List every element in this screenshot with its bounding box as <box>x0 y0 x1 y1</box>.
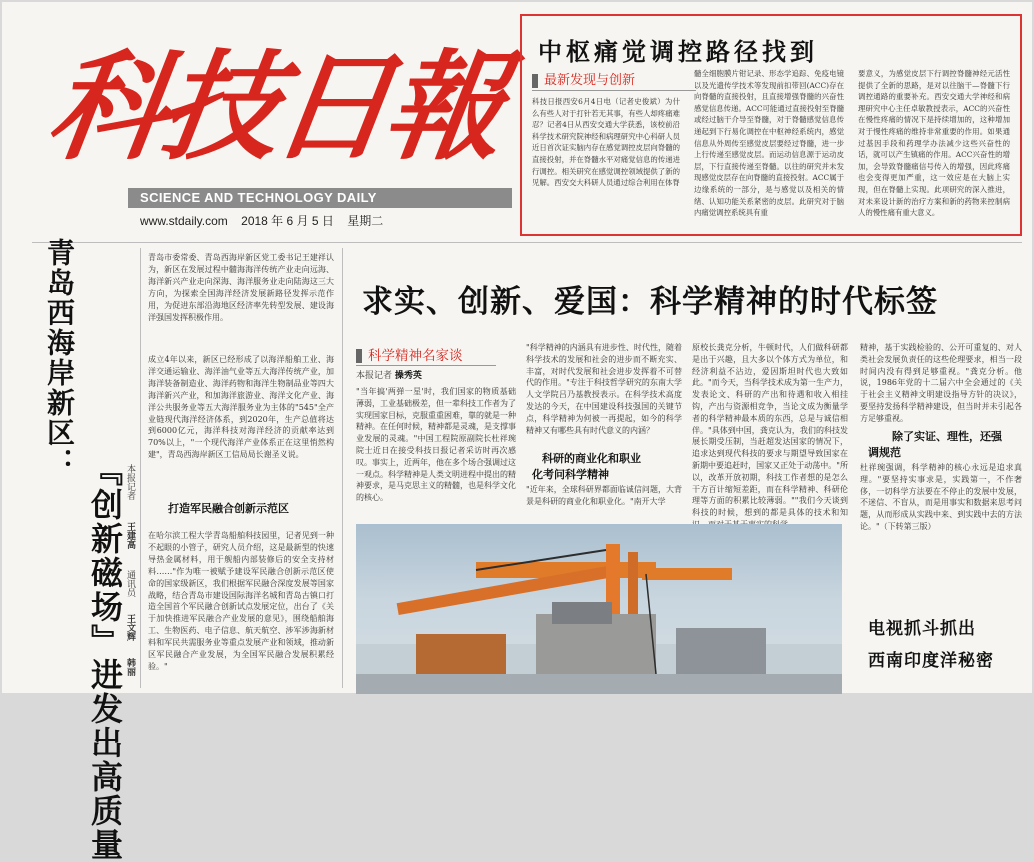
feature-col-3: 原校长龚克分析，牛顿时代，人们做科研都是出于兴趣，且大多以个体方式为单位，和经济利益不沾边，爱因斯坦时代也大致如此。"而今天，当科学技术成为第一生产力，发表论文、科研的产出和待遇和收入相挂钩，产出与资源相竞争，当论文成为衡量学者的科学精神最本质的东西，总是与诚信相伴。"具体到中国，龚克认为，我们的科技发展长期受压制，当赶超发达国家的情况下，追求达到现代科技的要求与期望导致国家在新期中要追赶时，国家又正处于动荡中。"所以，改革开放初期，科技工作者想的是怎么干方百计缩短差距，而在科学精神、科研伦理等方面的积累比较薄弱。""我们今天谈到科技的时候，想到的都是具体的技术和知 <box>692 343 848 518</box>
top-story-tag: 最新发现与创新 <box>532 72 696 91</box>
left-story-body-3: 在哈尔滨工程大学青岛船舶科技园里，记者见到一种不起眼的小管子，研究人员介绍，这是最新型的快速导热金属材料，用于舰船内部装修后的安全支持材料……"作为唯一被赋予建设军民融合创新示范区使命的国家级新区，我们根据军民融合深度发展等国家战略，结合青岛市建设国际海洋名城和青岛古镇口打造全国首个军民融合创新试点发展定位，出台了《关于加快推进军民融合产业发展的意见》，围绕船舶海工、生物医药、电子信息、航天航空、涉军涉海新材料和军民共需服务业等重点发展产业和领域，推动新区军民融合产业发展，为全国军民融合发展积累经验。" <box>148 531 334 671</box>
top-story-box[interactable] <box>520 14 1022 236</box>
left-byline-name-2: 王文辉 <box>125 614 135 641</box>
left-story-subhead: 打造军民融合创新示范区 <box>168 502 289 515</box>
left-story-headline-2: 『创新磁场』进发出高质量 <box>86 454 124 862</box>
left-byline-name-3: 韩丽 <box>125 658 135 676</box>
feature-col-2b: "近年来，全球科研界都面临诚信问题，大背景是科研的商业化和职业化。"南开大学 <box>526 485 682 506</box>
divider <box>140 248 141 688</box>
newspaper-page <box>2 2 1032 862</box>
feature-col-1: "当年搞'两弹一星'时，我们国家的物质基础薄弱，工业基础极差，但一辈科技工作者为了实现国家目标，克服重重困难，靠的就是一种精神。在任何时候，精神都是灵魂，是支撑事业发展的灵魂。"中国工程院原副院长杜祥琬院士近日在接受科技日报记者采访时再次感叹。事实上，近两年，他在多个场合强调过这一观点。科学精神是人类文明进程中提出的精神要求，是马克思主义的精髓，也是科学文化的核心。 <box>356 387 516 503</box>
feature-col-2-subhead-2: 化考问科学精神 <box>532 468 609 481</box>
feature-col-4b: 杜祥琬强调，科学精神的核心永远是追求真理。"要坚持实事求是，实践第一，不作奢侈，一切科学方法要在不停止的发展中发展，不迷信、不盲从，而是用事实和数据来思考问题，从而形成从实践中来、到实践中去的方法论。"（下转第三版） <box>860 463 1022 531</box>
masthead-logo <box>40 32 510 182</box>
left-story-body-2: 成立4年以来，新区已经形成了以海洋船舶工业、海洋交通运输业、海洋油气业等五大海洋传统产业，加海洋装备制造业、海洋药物和海洋生物制品业等四大海洋新兴产业，和加海洋旅游业、海洋文化产业、海洋公共服务业等五大海洋服务业为主体的"545"全产业链现代海洋经济体系，到2020年，生产总值将达到6000亿元，海洋科技对海洋经济的贡献率达到70%以上，"一个现代海洋产业体系正在这里悄然构建"，青岛西海岸新区工信局局长谢圣义说。 <box>148 355 334 460</box>
feature-col-2: "科学精神的内涵具有进步性、时代性，随着科学技术的发展和社会的进步而不断充实、丰富，对时代发展和社会进步发挥着不可替代的作用。"专注于科技哲学研究的东南大学人文学院吕乃基教授表示。在科学技术高度发达的今天，在中国建设科技强国的关键节点，科学精神为何被一再提起，如今的科学精神又有哪些具有时代意义的内涵？ <box>526 343 682 435</box>
top-story-col-1: 科技日报西安6月4日电（记者史俊斌）为什么有些人对于打针若无其事，有些人却疼痛难忍？记者4日从西安交通大学获悉，该校前沿科学技术研究院神经和病理研究中心科研人员近日首次证实脑内存在感觉调控皮层向脊髓的直接投射，并在脊髓水平对痛觉信息的传递进行调控。相关研究在感觉调控领域提供了新的见解。西安交大科研人员通过综合利用在体脊 <box>532 97 680 188</box>
left-byline-label-2: 通讯员 <box>125 570 135 597</box>
left-story-headline-1: 青岛西海岸新区： <box>43 238 76 478</box>
feature-col-4-subhead-1: 除了实证、理性，还强 <box>892 430 1002 443</box>
issue-date: 2018 年 6 月 5 日 <box>241 214 334 228</box>
feature-photo[interactable] <box>356 524 842 694</box>
feature-section-tag: 科学精神名家谈 <box>356 347 496 366</box>
masthead-meta <box>140 212 393 229</box>
feature-byline-label: 本报记者 <box>356 371 393 381</box>
feature-col-4-subhead-2: 调规范 <box>868 446 901 459</box>
feature-byline-name: 操秀英 <box>394 371 422 381</box>
divider <box>342 248 343 688</box>
website[interactable]: www.stdaily.com <box>140 214 228 228</box>
left-byline-name-1: 王建高 <box>125 522 135 549</box>
top-story-col-2: 髓全细胞膜片钳记录、形态学追踪、免疫电镜以及光遗传学技术等发现前扣带回(ACC)存在向脊髓的直接投射，且直接增强脊髓的兴奋性感觉信息传递。ACC可能通过直接投射至脊髓或经过脑干介导至脊髓，对于脊髓感觉信息传递起到下行易化调控在中枢神经系统内，感觉信息从外周传至感觉皮层要经过脊髓，进一步上行传递至感觉皮层。而运动信息源于运动皮层，下行直接传递至脊髓。以往的研究并未发现感觉皮层存在向脊髓的直接投射。ACC属于边缘系统的一部分，是与感觉以及相关的情绪、认知功能关系紧密的皮层。此研究对于脑内痛觉调控系统具有重 <box>694 69 844 218</box>
masthead-logo-text: 科技日報 <box>40 37 508 176</box>
feature-byline <box>356 368 422 381</box>
teaser-line-2[interactable]: 西南印度洋秘密 <box>868 651 994 671</box>
feature-col-2-subhead-1: 科研的商业化和职业 <box>542 452 641 465</box>
teaser-line-1[interactable]: 电视抓斗抓出 <box>868 619 976 639</box>
divider <box>32 242 1022 243</box>
left-story-body-1: 青岛市委常委、青岛西海岸新区党工委书记王建祥认为，新区在发展过程中髓海海洋传统产业走向远海、海洋新兴产业走向深海、海洋服务业走向陆海这三大方向，为探索全国海洋经济发展新路径发挥示范作用，为促进东部沿海地区经济率先转型发展、建设海洋强国发挥积极作用。 <box>148 253 334 322</box>
english-name: SCIENCE AND TECHNOLOGY DAILY <box>140 190 377 205</box>
top-story-title: 中枢痛觉调控路径找到 <box>538 38 818 66</box>
feature-col-4: 精神，基于实践检验的、公开可重复的、对人类社会发展负责任的这些伦理要求，相当一段时间内没有得到足够重视。"龚克分析。他说，1986年党的十二届六中全会通过的《关于社会主义精神文明建设指导方针的决议》，要坚持发扬科学精神建设，但当时并未引起各方足够重视。 <box>860 343 1022 423</box>
ship-crane-illustration <box>356 524 842 694</box>
weekday: 星期二 <box>347 214 384 228</box>
feature-headline[interactable]: 求实、创新、爱国：科学精神的时代标签 <box>362 284 938 320</box>
top-story-col-3: 要意义，为感觉皮层下行调控脊髓神经元活性提供了全新的思路，是对以往脑干—脊髓下行调控通路的重要补充。西安交通大学神经和病理研究中心主任卓敏教授表示，ACC的兴奋性在慢性疼痛的情况下是持续增加的，这种增加对于慢性疼痛的维持非常重要的作用。如果通过基因手段和药理学办法减少这些兴奋性的话，就可以产生镇痛的作用。ACC兴奋性的增加，会导致脊髓痛信号传入的增强，因此疼痛也会变得更加严重，这一效应是在大脑上实现，但在脊髓上实现。此项研究的深入推进，对未来设计新的治疗方案和新的药物来控制病人的慢性痛有重大意义。 <box>858 69 1010 218</box>
left-byline-label-1: 本报记者 <box>125 464 135 500</box>
